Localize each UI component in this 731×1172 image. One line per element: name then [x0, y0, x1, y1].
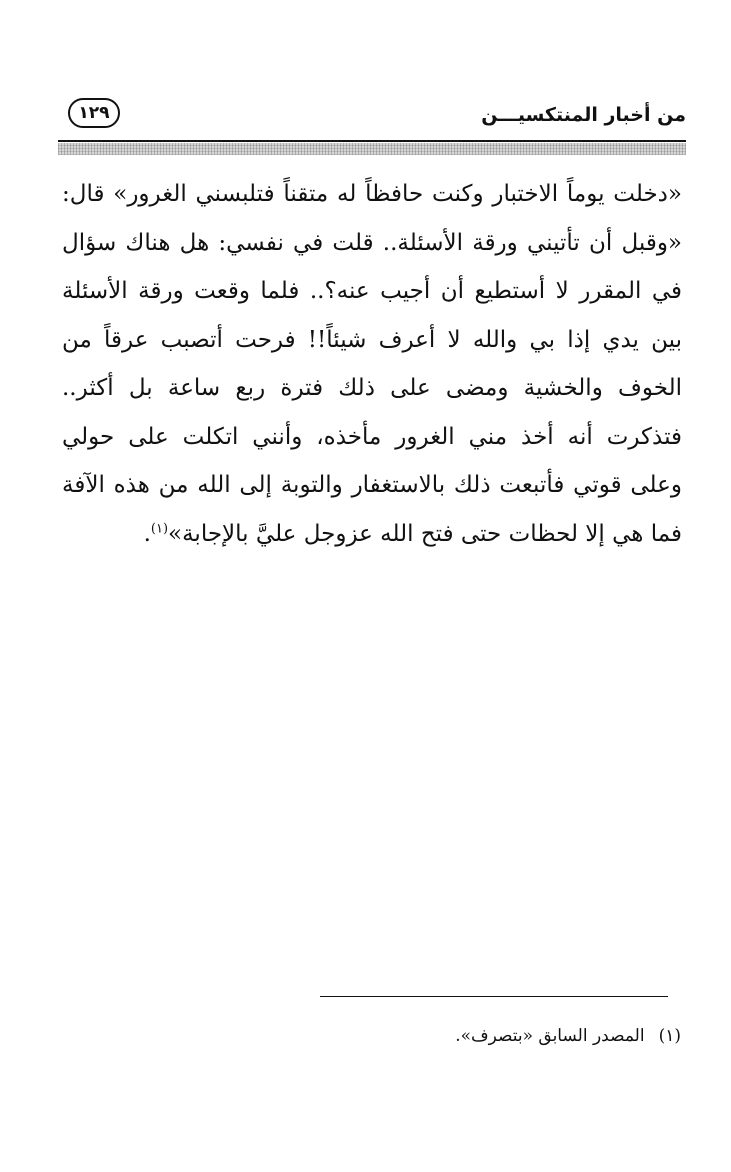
footnote-reference: (١) — [150, 520, 169, 536]
body-line: فتذكرت أنه أخذ مني الغرور مأخذه، وأنني اتكلت على حولي — [62, 423, 682, 450]
running-title: من أخبار المنتكسيـــن — [481, 104, 686, 126]
footnote-marker: (١) — [658, 1026, 681, 1046]
body-last-line-text: فما هي إلا لحظات حتى فتح الله عزوجل عليَّ بالإجابة» — [168, 520, 682, 547]
page-header — [58, 96, 686, 136]
body-line: «وقبل أن تأتيني ورقة الأسئلة.. قلت في نفسي: هل هناك سؤال — [62, 229, 682, 256]
body-line: بين يدي إذا بي والله لا أعرف شيئاً!! فرحت أتصبب عرقاً من — [62, 326, 682, 353]
body-text — [62, 170, 682, 558]
body-line: الخوف والخشية ومضى على ذلك فترة ربع ساعة بل أكثر.. — [62, 375, 682, 401]
footnote-text: المصدر السابق «بتصرف». — [455, 1026, 645, 1046]
page-number-badge: ١٢٩ — [68, 98, 120, 128]
body-line: «دخلت يوماً الاختبار وكنت حافظاً له متقناً فتلبسني الغرور» قال: — [62, 181, 682, 207]
header-rule — [58, 140, 686, 142]
header-decorative-band — [58, 143, 686, 155]
footnote-separator — [320, 996, 668, 997]
footnote — [455, 1026, 681, 1046]
body-last-line-end: . — [143, 520, 151, 547]
body-line: في المقرر لا أستطيع أن أجيب عنه؟.. فلما وقعت ورقة الأسئلة — [62, 278, 682, 304]
body-line: وعلى قوتي فأتبعت ذلك بالاستغفار والتوبة إلى الله من هذه الآفة — [62, 472, 682, 498]
body-last-line — [62, 510, 682, 559]
